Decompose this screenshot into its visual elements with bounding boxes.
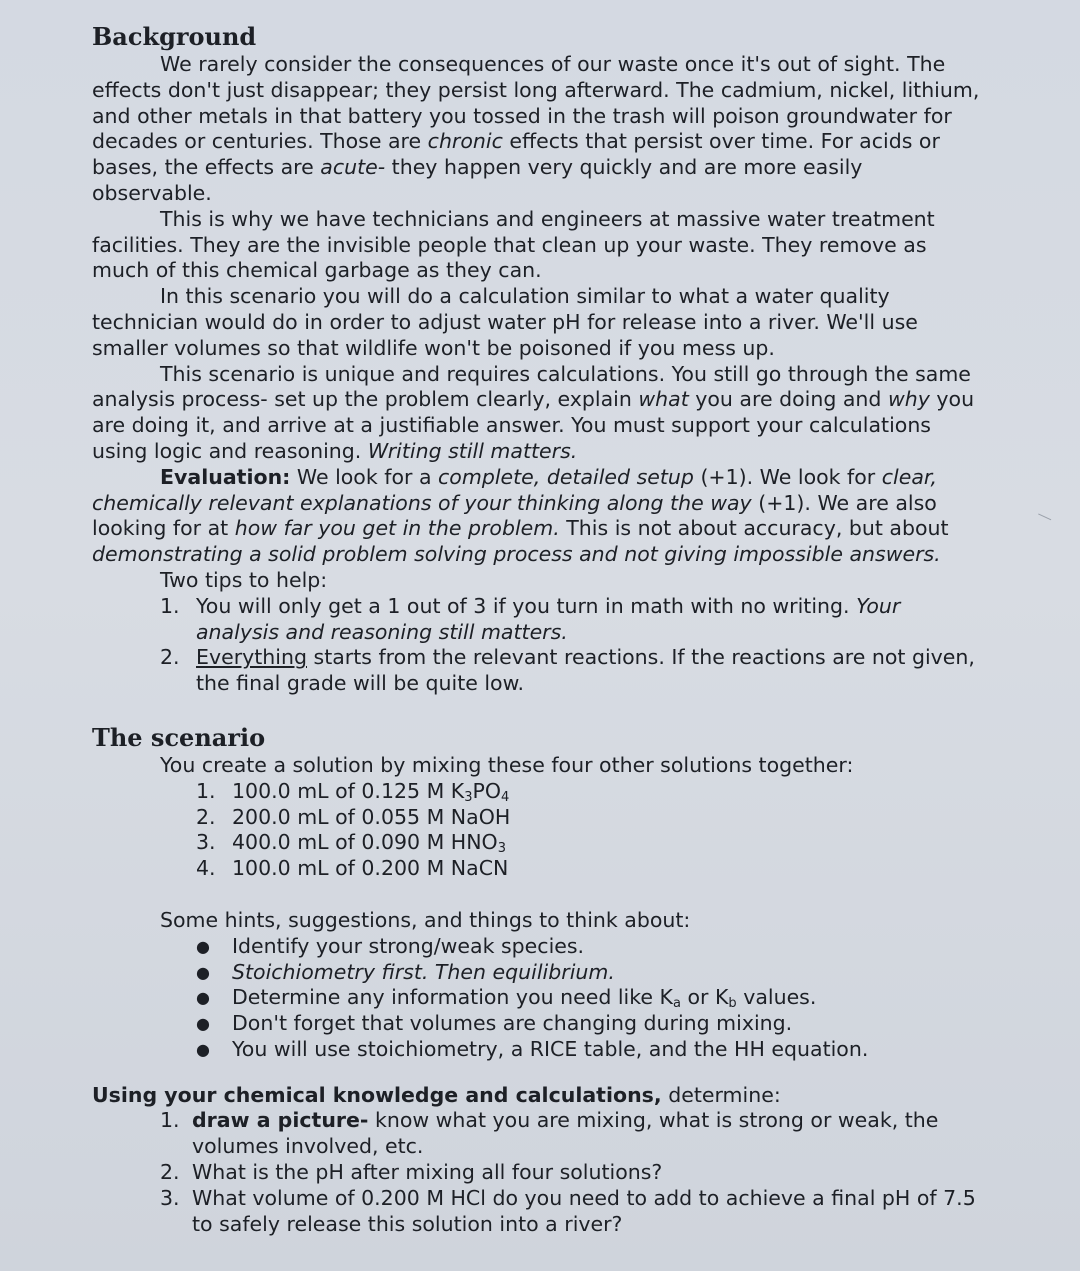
list-item: ● Identify your strong/weak species. xyxy=(196,933,585,958)
scenario-intro: You create a solution by mixing these four other solutions together: xyxy=(160,752,854,777)
bullet-icon: ● xyxy=(196,962,210,982)
list-item: 2. 200.0 mL of 0.055 M NaOH xyxy=(196,804,511,829)
bullet-icon: ● xyxy=(196,988,210,1008)
task-intro: Using your chemical knowledge and calculations, determine: xyxy=(92,1082,781,1107)
document-content xyxy=(92,22,987,1237)
list-item: 2. Everything starts from the relevant reactions. If the reactions are not given, the final grade will be quite low. xyxy=(160,645,975,696)
tips-list xyxy=(160,594,987,697)
list-item: 3. What volume of 0.200 M HCl do you need to add to achieve a final pH of 7.5 to safely release this solution into a river? xyxy=(160,1185,976,1236)
hints-intro: Some hints, suggestions, and things to think about: xyxy=(160,907,691,932)
bullet-icon: ● xyxy=(196,1039,210,1059)
background-paragraph-4: This scenario is unique and requires calculations. You still go through the same analysis process- set up the problem clearly, explain what you are doing and why you are doing it, and arrive at a justifiable answer. You must support your calculations using logic and reasoning. Writing still matters. xyxy=(92,361,975,463)
list-item: 4. 100.0 mL of 0.200 M NaCN xyxy=(196,856,509,881)
background-paragraph-1: We rarely consider the consequences of our waste once it's out of sight. The effects don't just disappear; they persist long afterward. The cadmium, nickel, lithium, and other metals in that battery you tossed in the trash will poison groundwater for decades or centuries. Those are chronic effects that persist over time. For acids or bases, the effects are acute- they happen very quickly and are more easily observable. xyxy=(92,52,980,205)
background-paragraph-2: This is why we have technicians and engineers at massive water treatment facilities. They are the invisible people that clean up your waste. They remove as much of this chemical garbage as they can. xyxy=(92,206,935,283)
background-paragraph-3: In this scenario you will do a calculation similar to what a water quality technician would do in order to adjust water pH for release into a river. We'll use smaller volumes so that wildlife won't be poisoned if you mess up. xyxy=(92,284,918,360)
solutions-list xyxy=(196,779,987,882)
tips-intro: Two tips to help: xyxy=(160,567,328,592)
evaluation-label: Evaluation: xyxy=(160,464,291,489)
task-list xyxy=(160,1108,987,1237)
hints-list xyxy=(196,934,987,1063)
list-item: ● Don't forget that volumes are changing during mixing. xyxy=(196,1011,793,1036)
list-item: 1. 100.0 mL of 0.125 M $K_3PO_4$ xyxy=(196,778,510,805)
bullet-icon: ● xyxy=(196,1014,210,1034)
scenario-heading: The scenario xyxy=(92,722,266,752)
paper-crease-mark xyxy=(1035,513,1051,527)
list-item: 1. You will only get a 1 out of 3 if you turn in math with no writing. Your analysis and reasoning still matters. xyxy=(160,593,901,644)
list-item: 2. What is the pH after mixing all four solutions? xyxy=(160,1160,663,1185)
list-item: ● Determine any information you need like $K_a$ or $K_b$ values. xyxy=(196,985,817,1012)
background-heading: Background xyxy=(92,22,257,51)
evaluation-paragraph: Evaluation: We look for a complete, detailed setup (+1). We look for clear, chemically relevant explanations of your thinking along the way (+1). We are also looking for at how far you get in the problem. This is not about accuracy, but about demonstrating a solid problem solving process and not giving impossible answers. xyxy=(92,464,949,567)
list-item: 3. 400.0 mL of 0.090 M $HNO_3$ xyxy=(196,830,506,857)
list-item: ● Stoichiometry first. Then equilibrium. xyxy=(196,959,615,984)
bullet-icon: ● xyxy=(196,936,210,956)
list-item: ● You will use stoichiometry, a RICE table, and the HH equation. xyxy=(196,1036,869,1061)
list-item: 1. draw a picture- know what you are mixing, what is strong or weak, the volumes involved, etc. xyxy=(160,1108,939,1159)
